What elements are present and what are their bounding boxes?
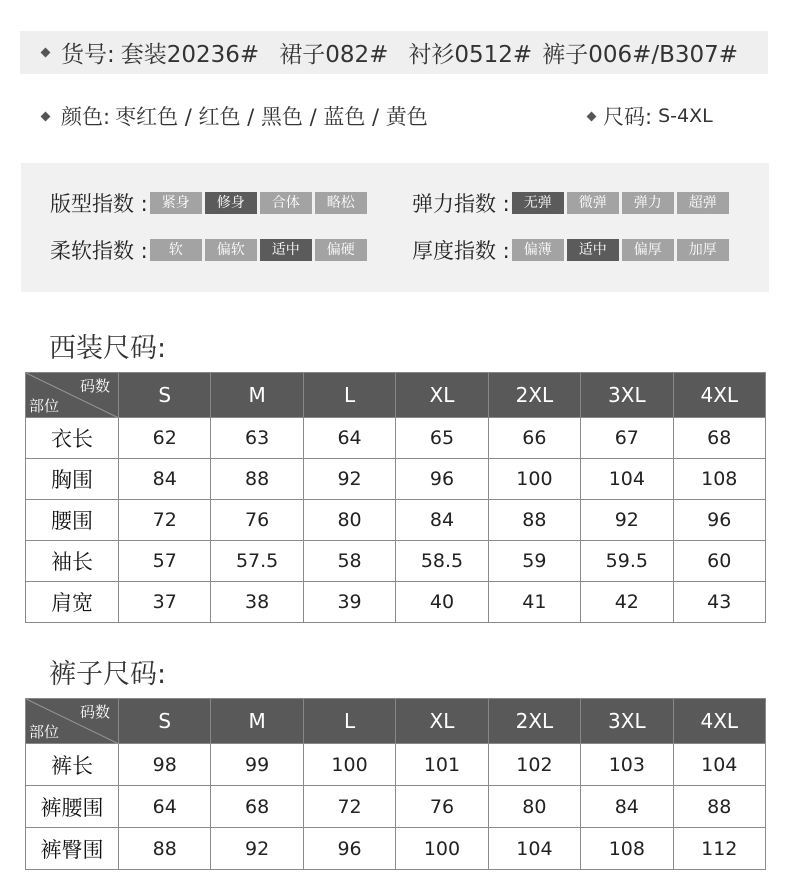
table-row — [26, 828, 766, 870]
size-header-cell: 3XL — [581, 373, 673, 418]
value-cell: 96 — [396, 459, 488, 500]
value-cell: 80 — [488, 786, 580, 828]
fit-index-row — [50, 188, 370, 218]
suit-size-table — [25, 372, 766, 623]
elasticity-option-chip: 弹力 — [622, 192, 674, 214]
part-cell: 裤腰围 — [26, 786, 119, 828]
value-cell: 43 — [673, 582, 765, 623]
value-cell: 39 — [303, 582, 395, 623]
value-cell: 84 — [119, 459, 211, 500]
value-cell: 92 — [581, 500, 673, 541]
value-cell: 72 — [303, 786, 395, 828]
fit-option-chip: 略松 — [315, 192, 367, 214]
size-header-cell: 3XL — [581, 699, 673, 744]
part-cell: 胸围 — [26, 459, 119, 500]
thickness-option-chip: 偏厚 — [622, 239, 674, 261]
value-cell: 103 — [581, 744, 673, 786]
value-cell: 92 — [303, 459, 395, 500]
value-cell: 59.5 — [581, 541, 673, 582]
fit-option-chip: 合体 — [260, 192, 312, 214]
softness-option-chip: 适中 — [260, 239, 312, 261]
value-cell: 64 — [303, 418, 395, 459]
size-header-cell: S — [119, 699, 211, 744]
value-cell: 108 — [581, 828, 673, 870]
value-cell: 68 — [673, 418, 765, 459]
part-cell: 袖长 — [26, 541, 119, 582]
size-header-cell: L — [303, 699, 395, 744]
value-cell: 59 — [488, 541, 580, 582]
thickness-index-row — [412, 235, 732, 265]
value-cell: 40 — [396, 582, 488, 623]
size-header-cell: XL — [396, 699, 488, 744]
value-cell: 108 — [673, 459, 765, 500]
diamond-bullet-icon — [41, 48, 51, 58]
table-row — [26, 418, 766, 459]
value-cell: 96 — [303, 828, 395, 870]
pants-size-table — [25, 698, 766, 870]
table-corner-cell — [26, 373, 119, 418]
thickness-option-chip: 适中 — [567, 239, 619, 261]
value-cell: 96 — [673, 500, 765, 541]
table-header-row — [26, 699, 766, 744]
item-number-suit: 套装20236# — [120, 42, 260, 68]
size-header-cell: 2XL — [488, 699, 580, 744]
table-header-row — [26, 373, 766, 418]
value-cell: 38 — [211, 582, 303, 623]
size-header-cell: XL — [396, 373, 488, 418]
value-cell: 98 — [119, 744, 211, 786]
value-cell: 88 — [119, 828, 211, 870]
value-cell: 100 — [396, 828, 488, 870]
softness-index-label: 柔软指数 : — [50, 239, 148, 263]
value-cell: 100 — [303, 744, 395, 786]
color-list: 枣红色 / 红色 / 黑色 / 蓝色 / 黄色 — [115, 105, 428, 129]
item-number-label: 货号: — [61, 42, 115, 68]
suit-size-title: 西装尺码: — [49, 333, 167, 364]
value-cell: 101 — [396, 744, 488, 786]
corner-part-label: 部位 — [29, 397, 60, 415]
size-range: S-4XL — [658, 105, 713, 127]
size-header-cell: 4XL — [673, 699, 765, 744]
value-cell: 84 — [581, 786, 673, 828]
color-size-row — [20, 98, 768, 134]
value-cell: 92 — [211, 828, 303, 870]
value-cell: 63 — [211, 418, 303, 459]
value-cell: 88 — [211, 459, 303, 500]
item-number-shirt: 衬衫0512# — [408, 42, 533, 68]
elasticity-index-row — [412, 188, 732, 218]
size-header-cell: L — [303, 373, 395, 418]
thickness-index-label: 厚度指数 : — [412, 239, 510, 263]
value-cell: 57.5 — [211, 541, 303, 582]
value-cell: 80 — [303, 500, 395, 541]
value-cell: 99 — [211, 744, 303, 786]
value-cell: 42 — [581, 582, 673, 623]
value-cell: 58.5 — [396, 541, 488, 582]
fit-index-label: 版型指数 : — [50, 192, 148, 216]
part-cell: 衣长 — [26, 418, 119, 459]
value-cell: 112 — [673, 828, 765, 870]
value-cell: 66 — [488, 418, 580, 459]
part-cell: 肩宽 — [26, 582, 119, 623]
part-cell: 裤长 — [26, 744, 119, 786]
size-header-cell: S — [119, 373, 211, 418]
size-spec — [580, 101, 713, 131]
value-cell: 62 — [119, 418, 211, 459]
value-cell: 60 — [673, 541, 765, 582]
item-number-bar — [20, 31, 768, 74]
value-cell: 84 — [396, 500, 488, 541]
value-cell: 76 — [211, 500, 303, 541]
value-cell: 104 — [581, 459, 673, 500]
pants-size-title: 裤子尺码: — [49, 659, 167, 690]
size-header-cell: 2XL — [488, 373, 580, 418]
fit-option-chip: 紧身 — [150, 192, 202, 214]
table-corner-cell — [26, 699, 119, 744]
table-row — [26, 744, 766, 786]
table-row — [26, 500, 766, 541]
elasticity-option-chip: 无弹 — [512, 192, 564, 214]
value-cell: 65 — [396, 418, 488, 459]
value-cell: 37 — [119, 582, 211, 623]
softness-option-chip: 偏软 — [205, 239, 257, 261]
size-header-cell: M — [211, 373, 303, 418]
item-number-skirt: 裙子082# — [279, 42, 389, 68]
value-cell: 88 — [488, 500, 580, 541]
size-header-cell: 4XL — [673, 373, 765, 418]
value-cell: 41 — [488, 582, 580, 623]
elasticity-index-label: 弹力指数 : — [412, 192, 510, 216]
value-cell: 57 — [119, 541, 211, 582]
value-cell: 88 — [673, 786, 765, 828]
value-cell: 100 — [488, 459, 580, 500]
table-row — [26, 459, 766, 500]
softness-option-chip: 软 — [150, 239, 202, 261]
value-cell: 104 — [488, 828, 580, 870]
value-cell: 68 — [211, 786, 303, 828]
part-cell: 裤臀围 — [26, 828, 119, 870]
size-header-cell: M — [211, 699, 303, 744]
color-label: 颜色: — [61, 105, 111, 129]
elasticity-option-chip: 微弹 — [567, 192, 619, 214]
value-cell: 104 — [673, 744, 765, 786]
corner-size-label: 码数 — [79, 703, 110, 721]
value-cell: 102 — [488, 744, 580, 786]
softness-option-chip: 偏硬 — [315, 239, 367, 261]
value-cell: 72 — [119, 500, 211, 541]
value-cell: 67 — [581, 418, 673, 459]
thickness-option-chip: 加厚 — [677, 239, 729, 261]
value-cell: 58 — [303, 541, 395, 582]
softness-index-row — [50, 235, 370, 265]
table-row — [26, 541, 766, 582]
item-number-pants: 裤子006#/B307# — [542, 42, 739, 68]
diamond-bullet-icon — [587, 111, 597, 121]
table-row — [26, 582, 766, 623]
corner-size-label: 码数 — [79, 377, 110, 395]
table-row — [26, 786, 766, 828]
diamond-bullet-icon — [41, 111, 51, 121]
value-cell: 76 — [396, 786, 488, 828]
fit-index-panel — [21, 163, 769, 292]
fit-option-chip: 修身 — [205, 192, 257, 214]
size-label: 尺码: — [603, 105, 653, 129]
part-cell: 腰围 — [26, 500, 119, 541]
elasticity-option-chip: 超弹 — [677, 192, 729, 214]
corner-part-label: 部位 — [29, 723, 60, 741]
thickness-option-chip: 偏薄 — [512, 239, 564, 261]
value-cell: 64 — [119, 786, 211, 828]
